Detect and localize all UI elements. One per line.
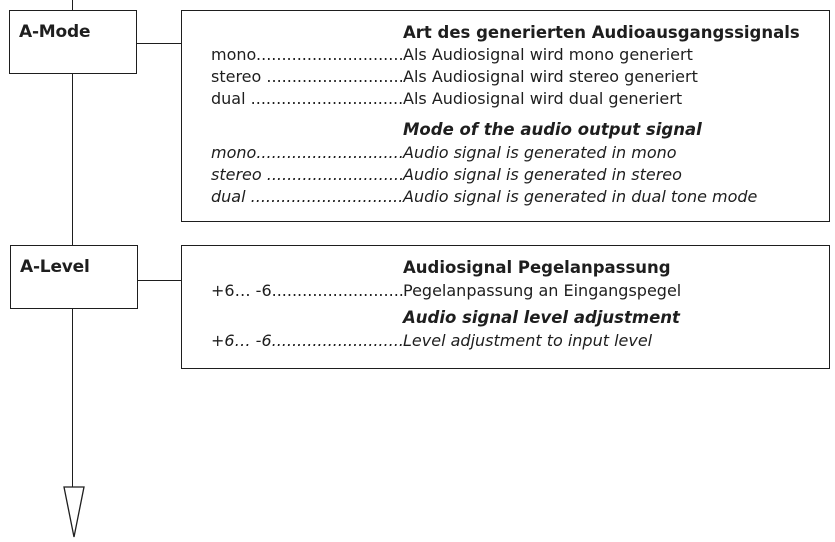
option-value: Als Audiosignal wird mono generiert [403, 45, 693, 64]
a-mode-german-row [182, 45, 829, 67]
a-mode-english-row [182, 165, 829, 187]
a-mode-english-row [182, 143, 829, 165]
option-key: mono ..... [211, 143, 403, 162]
option-key: stereo ..... [211, 165, 403, 184]
option-key: mono ..... [211, 45, 403, 64]
a-mode-german-row [182, 67, 829, 89]
option-value: Audio signal is generated in stereo [403, 165, 682, 184]
a-level-english-row [182, 331, 829, 353]
a-mode-label-box [9, 10, 137, 74]
option-key: +6… -6 ..... [211, 331, 403, 350]
a-level-german-row [182, 281, 829, 303]
a-level-german-heading: Audiosignal Pegelanpassung [403, 258, 671, 277]
a-mode-english-row [182, 187, 829, 209]
a-mode-english-heading: Mode of the audio output signal [403, 120, 702, 139]
option-value: Audio signal is generated in dual tone mode [403, 187, 758, 206]
a-level-label-box [10, 245, 138, 309]
a-level-english-heading: Audio signal level adjustment [403, 308, 680, 327]
option-value: Als Audiosignal wird dual generiert [403, 89, 683, 108]
option-value: Audio signal is generated in mono [403, 143, 677, 162]
option-key: +6… -6 ..... [211, 281, 403, 300]
a-mode-connector [137, 43, 182, 44]
option-key: dual ..... [211, 89, 403, 108]
option-key: stereo ..... [211, 67, 403, 86]
a-mode-german-row [182, 89, 829, 111]
a-mode-german-heading: Art des generierten Audioausgangssignals [403, 23, 800, 42]
option-key: dual ..... [211, 187, 403, 206]
a-level-label: A-Level [20, 257, 90, 277]
a-mode-description-box [181, 10, 830, 222]
arrow-down-icon [60, 484, 88, 540]
option-value: Als Audiosignal wird stereo generiert [403, 67, 698, 86]
option-value: Pegelanpassung an Eingangspegel [403, 281, 682, 300]
option-value: Level adjustment to input level [403, 331, 653, 350]
a-mode-label: A-Mode [19, 22, 91, 42]
a-level-description-box [181, 245, 830, 369]
a-level-connector [138, 280, 182, 281]
